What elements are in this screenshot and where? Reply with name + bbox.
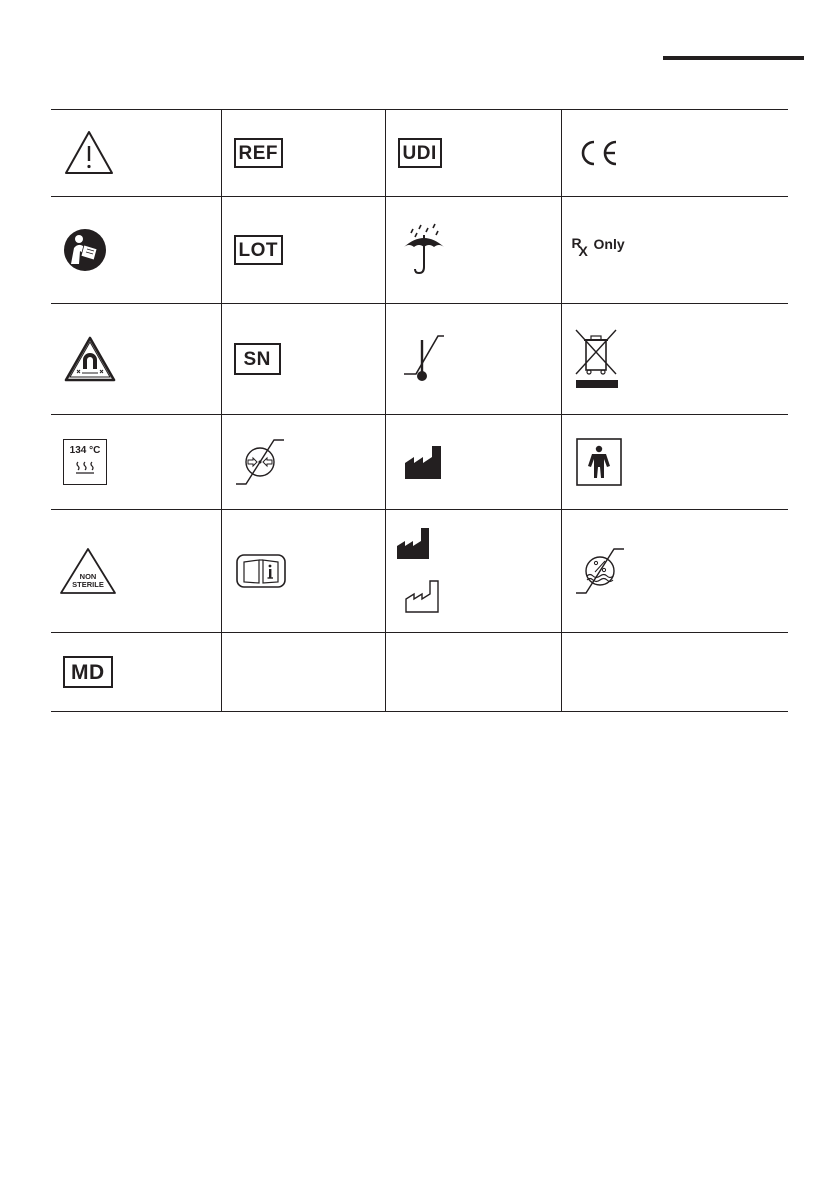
table-cell [221,304,385,415]
table-cell [561,110,788,197]
manufacturer-icon [404,444,444,480]
mr-unsafe-icon [63,335,117,383]
table-row [51,415,788,510]
non-sterile-icon [59,546,117,596]
rx-only-icon [572,235,652,261]
humidity-limit-icon [574,545,626,597]
ce-mark-icon [576,137,622,169]
steam-waves-icon [75,460,95,474]
medical-device-icon: MD [63,656,113,688]
table-cell [385,110,561,197]
table-cell [221,197,385,304]
table-cell [385,197,561,304]
table-cell [51,197,221,304]
table-cell [385,415,561,510]
pressure-limit-icon [234,436,286,488]
table-cell [561,197,788,304]
type-b-applied-part-icon [576,438,622,486]
table-cell [51,110,221,197]
table-cell [385,304,561,415]
table-cell [51,633,221,712]
caution-icon [63,129,115,177]
table-cell [561,304,788,415]
table-cell [385,510,561,633]
sterile-label: STERILE [72,580,104,589]
table-cell [561,415,788,510]
serial-number-icon: SN [234,343,281,375]
rx-r: R [571,234,582,251]
rx-only-label: Only [593,235,625,252]
non-label: NON [79,572,97,581]
batch-code-icon: LOT [234,235,284,265]
rx-x: X [578,242,588,259]
table-cell [561,510,788,633]
table-cell-empty [385,633,561,712]
table-cell-empty [561,633,788,712]
table-cell [221,415,385,510]
table-row [51,110,788,197]
temperature-limit-icon [402,332,446,386]
table-row [51,304,788,415]
steam-sterilize-icon [63,439,107,485]
header-rule [663,56,804,60]
manufacturer-and-date-icon [396,524,456,618]
reference-number-icon: REF [234,138,284,168]
symbols-table [51,109,788,712]
read-instructions-icon [57,226,113,274]
table-cell [51,304,221,415]
keep-dry-icon [400,223,448,277]
table-cell [51,510,221,633]
udi-icon: UDI [398,138,442,168]
sterilize-temperature: 134 °C [69,445,101,456]
table-row [51,510,788,633]
table-cell [221,510,385,633]
table-cell [221,110,385,197]
table-row [51,197,788,304]
weee-bin-icon [574,328,620,390]
table-cell [51,415,221,510]
table-row [51,633,788,712]
consult-electronic-ifu-icon [236,553,286,589]
table-cell-empty [221,633,385,712]
